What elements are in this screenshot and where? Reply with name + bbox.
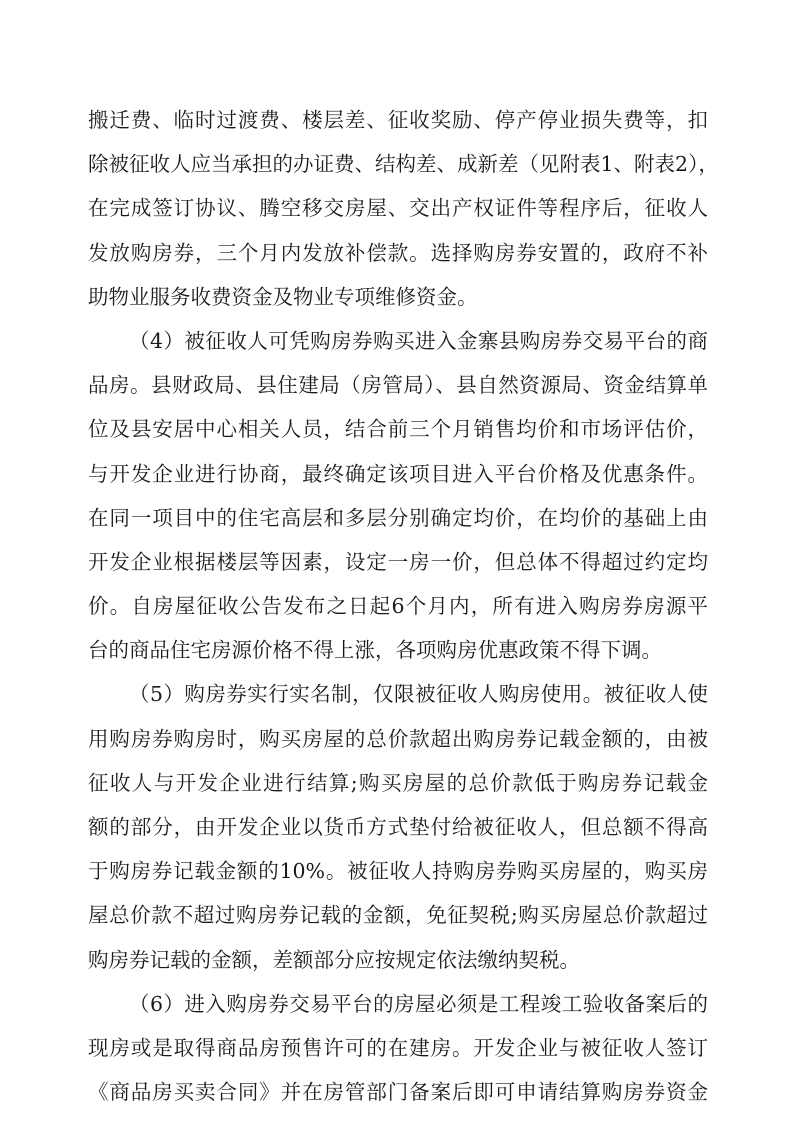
- text-line: （5）购房券实行实名制，仅限被征收人购房使用。被征收人使: [129, 682, 708, 707]
- text-line: 屋总价款不超过购房券记载的金额，免征契税;购买房屋总价款超过: [88, 903, 708, 928]
- text-line: 搬迁费、临时过渡费、楼层差、征收奖励、停产停业损失费等，扣: [88, 108, 708, 132]
- text-line: 与开发企业进行协商，最终确定该项目进入平台价格及优惠条件。: [88, 461, 708, 486]
- text-line: 开发企业根据楼层等因素，设定一房一价，但总体不得超过约定均: [88, 549, 708, 574]
- text-line: 购房券记载的金额，差额部分应按规定依法缴纳契税。: [88, 947, 580, 972]
- text-line: 品房。县财政局、县住建局（房管局）、县自然资源局、资金结算单: [88, 373, 708, 398]
- text-line: 在完成签订协议、腾空移交房屋、交出产权证件等程序后，征收人: [88, 196, 708, 221]
- text-line: 征收人与开发企业进行结算;购买房屋的总价款低于购房券记载金: [88, 770, 708, 795]
- text-line: 助物业服务收费资金及物业专项维修资金。: [88, 284, 478, 309]
- text-line: 在同一项目中的住宅高层和多层分别确定均价，在均价的基础上由: [88, 505, 708, 530]
- text-line: 《商品房买卖合同》并在房管部门备案后即可申请结算购房券资金: [88, 1080, 708, 1105]
- text-line: 于购房券记载金额的10%。被征收人持购房券购买房屋的，购买房: [88, 859, 708, 884]
- text-line: 除被征收人应当承担的办证费、结构差、成新差（见附表1、附表2），: [88, 152, 719, 177]
- text-line: 位及县安居中心相关人员，结合前三个月销售均价和市场评估价，: [88, 417, 708, 442]
- text-line: （4）被征收人可凭购房券购买进入金寨县购房券交易平台的商: [129, 328, 708, 353]
- body-text: [88, 98, 719, 1114]
- text-line: 价。自房屋征收公告发布之日起6个月内，所有进入购房券房源平: [88, 594, 708, 619]
- text-line: 台的商品住宅房源价格不得上涨，各项购房优惠政策不得下调。: [88, 638, 662, 663]
- text-line: 用购房券购房时，购买房屋的总价款超出购房券记载金额的，由被: [88, 726, 708, 751]
- text-line: 额的部分，由开发企业以货币方式垫付给被征收人，但总额不得高: [88, 815, 708, 839]
- text-line: （6）进入购房券交易平台的房屋必须是工程竣工验收备案后的: [129, 991, 708, 1016]
- text-line: 现房或是取得商品房预售许可的在建房。开发企业与被征收人签订: [88, 1035, 708, 1060]
- text-line: 发放购房券，三个月内发放补偿款。选择购房券安置的，政府不补: [88, 240, 708, 265]
